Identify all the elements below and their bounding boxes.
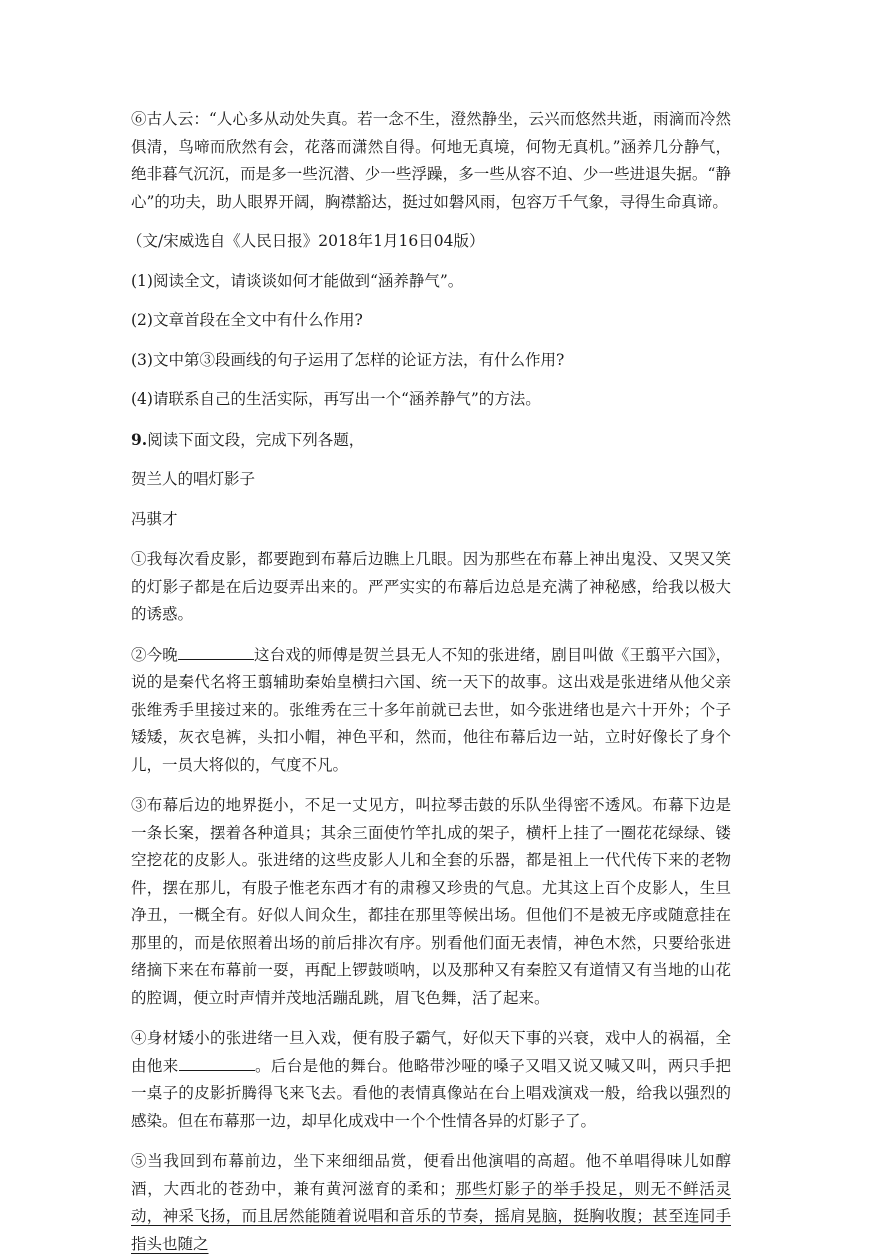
citation: （文/宋威选自《人民日报》2018年1月16日04版） <box>127 232 485 250</box>
paragraph-4-rest: 。后台是他的舞台。他略带沙哑的嗓子又唱又说又喊又叫，两只手把一桌子的皮影折腾得飞来飞去。看他的表情真像站在台上唱戏演戏一般，给我以强烈的感染。但在布幕那一边，却早化成戏中一个个性情各异的灯影子了。 <box>131 1056 731 1130</box>
paragraph-4-start: ④身材矮小的张进绪一旦入戏，便有股子霸气，好似天下事的兴衰，戏中人的祸福，全由他来 <box>131 1029 731 1075</box>
question-number: 9. <box>131 429 148 449</box>
question-9-heading <box>131 426 731 455</box>
article-author: 冯骐才 <box>131 509 178 528</box>
underlined-sentence: 那些灯影子的举手投足，则无不鲜活灵动，神采飞扬，而且居然能随着说唱和音乐的节奏，摇肩晃脑，挺胸收腹；甚至连同手指头也随之 <box>131 1179 731 1253</box>
fill-in-blank <box>178 644 254 660</box>
question-3: (3)文中第③段画线的句子运用了怎样的论证方法，有什么作用? <box>131 350 565 369</box>
article-paragraph-3: ③布幕后边的地界挺小，不足一丈见方，叫拉琴击鼓的乐队坐得密不透风。布幕下边是一条长案，摆着各种道具；其余三面使竹竿扎成的架子，横杆上挂了一圈花花绿绿、镂空挖花的皮影人。张进绪的这些皮影人儿和全套的乐器，都是祖上一代代传下来的老物件，摆在那儿，有股子惟老东西才有的肃穆又珍贵的气息。尤其这上百个皮影人，生旦净丑，一概全有。好似人间众生，都挂在那里等候出场。但他们不是被无序或随意挂在那里的，而是依照着出场的前后排次有序。别看他们面无表情，神色木然，只要给张进绪摘下来在布幕前一耍，再配上锣鼓唢呐，以及那种又有秦腔又有道情又有当地的山花的腔调，便立时声情并茂地活蹦乱跳，眉飞色舞，活了起来。 <box>131 796 731 1007</box>
article-paragraph-5 <box>131 1148 731 1258</box>
document-page <box>127 106 731 1258</box>
article-title: 贺兰人的唱灯影子 <box>131 470 256 488</box>
fill-in-blank <box>179 1055 255 1071</box>
question-4: (4)请联系自己的生活实际，再写出一个“涵养静气”的方法。 <box>131 390 541 408</box>
article-paragraph-2 <box>131 642 731 780</box>
paragraph-2-rest: 这台戏的师傅是贺兰县无人不知的张进绪，剧目叫做《王翦平六国》，说的是秦代名将王翦辅助秦始皇横扫六国、统一天下的故事。这出戏是张进绪从他父亲张维秀手里接过来的。张维秀在三十多年前就已去世，如今张进绪也是六十开外；个子矮矮，灰衣皂裤，头扣小帽，神色平和，然而，他往布幕后边一站，立时好像长了身个儿，一员大将似的，气度不凡。 <box>131 645 731 774</box>
article-paragraph-1: ①我每次看皮影，都要跑到布幕后边瞧上几眼。因为那些在布幕上神出鬼没、又哭又笑的灯影子都是在后边耍弄出来的。严严实实的布幕后边总是充满了神秘感，给我以极大的诱惑。 <box>131 550 731 623</box>
question-2: (2)文章首段在全文中有什么作用? <box>131 311 363 329</box>
paragraph-5-plain: ⑤当我回到布幕前边，坐下来细细品赏，便看出他演唱的高超。他不单唱得味儿如醇酒，大西北的苍劲中，兼有黄河滋育的柔和； <box>131 1152 731 1198</box>
question-1: (1)阅读全文，请谈谈如何才能做到“涵养静气”。 <box>131 271 464 290</box>
article-paragraph-4 <box>131 1025 731 1135</box>
question-prompt: 阅读下面文段，完成下列各题， <box>147 430 365 449</box>
paragraph-2-start: ②今晚 <box>131 645 178 664</box>
paragraph-6: ⑥古人云：“人心多从动处失真。若一念不生，澄然静坐，云兴而悠然共逝，雨滴而冷然俱清，鸟啼而欣然有会，花落而潇然自得。何地无真境，何物无真机。”涵养几分静气，绝非暮气沉沉，而是多一些沉潜、少一些浮躁，多一些从容不迫、少一些进退失据。“静心”的功夫，助人眼界开阔，胸襟豁达，挺过如磐风雨，包容万千气象，寻得生命真谛。 <box>131 110 731 211</box>
